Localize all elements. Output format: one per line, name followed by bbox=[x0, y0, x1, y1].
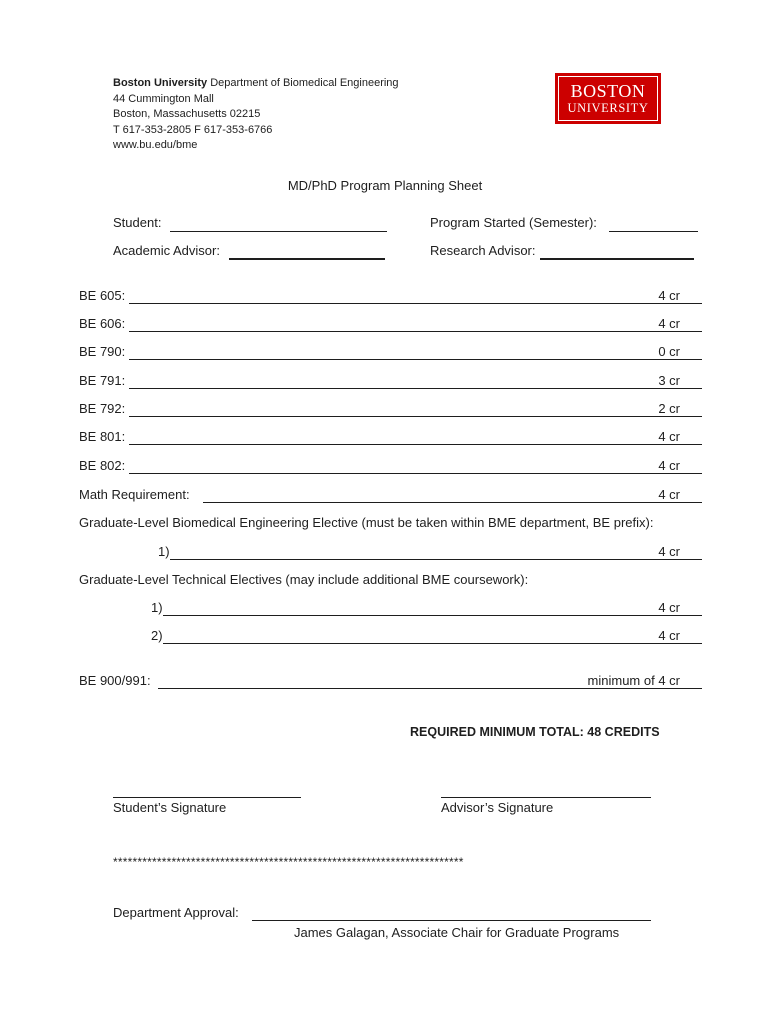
logo-frame bbox=[558, 76, 658, 121]
page-title: MD/PhD Program Planning Sheet bbox=[287, 178, 483, 193]
course-label: BE 790: bbox=[79, 344, 126, 359]
course-label: BE 791: bbox=[79, 373, 126, 388]
course-field[interactable] bbox=[129, 359, 702, 360]
separator: ************************************************************************ bbox=[113, 855, 464, 869]
tech-elective-credits: 4 cr bbox=[658, 628, 680, 643]
course-field[interactable] bbox=[129, 416, 702, 417]
logo-line-2: UNIVERSITY bbox=[567, 101, 649, 116]
bme-elective-heading: Graduate-Level Biomedical Engineering Elective (must be taken within BME department, BE prefix): bbox=[79, 515, 654, 530]
address-line-2: Boston, Massachusetts 02215 bbox=[113, 108, 261, 121]
bme-elective-field[interactable] bbox=[170, 559, 702, 560]
course-credits: 4 cr bbox=[658, 429, 680, 444]
course-field[interactable] bbox=[129, 388, 702, 389]
logo-line-1: BOSTON bbox=[570, 81, 646, 102]
course-credits: 2 cr bbox=[658, 401, 680, 416]
course-label: BE 606: bbox=[79, 316, 126, 331]
letterhead bbox=[113, 76, 399, 154]
advisor-signature-label: Advisor’s Signature bbox=[441, 800, 554, 815]
program-started-label: Program Started (Semester): bbox=[430, 215, 597, 230]
tech-elective-credits: 4 cr bbox=[658, 600, 680, 615]
letterhead-line-1 bbox=[113, 76, 399, 92]
phone-fax: T 617-353-2805 F 617-353-6766 bbox=[113, 123, 273, 136]
program-started-field[interactable] bbox=[609, 231, 698, 232]
department-name: Department of Biomedical Engineering bbox=[210, 77, 399, 89]
course-credits: 4 cr bbox=[658, 458, 680, 473]
math-requirement-label: Math Requirement: bbox=[79, 487, 190, 502]
course-credits: 3 cr bbox=[658, 373, 680, 388]
math-requirement-field[interactable] bbox=[203, 502, 702, 503]
website: www.bu.edu/bme bbox=[113, 139, 198, 152]
course-label: BE 792: bbox=[79, 401, 126, 416]
student-signature-label: Student’s Signature bbox=[113, 800, 227, 815]
department-approval-label: Department Approval: bbox=[113, 905, 239, 920]
bme-elective-number: 1) bbox=[158, 544, 170, 559]
approver-name: James Galagan, Associate Chair for Graduate Programs bbox=[294, 925, 620, 940]
tech-elective-field[interactable] bbox=[163, 615, 702, 616]
advisor-signature-line[interactable] bbox=[441, 797, 651, 798]
research-label: BE 900/991: bbox=[79, 673, 151, 688]
research-credits: minimum of 4 cr bbox=[587, 673, 680, 688]
research-advisor-label: Research Advisor: bbox=[430, 243, 536, 258]
course-label: BE 801: bbox=[79, 429, 126, 444]
tech-electives-heading: Graduate-Level Technical Electives (may include additional BME coursework): bbox=[79, 572, 529, 587]
course-field[interactable] bbox=[129, 303, 702, 304]
course-credits: 4 cr bbox=[658, 487, 680, 502]
course-credits: 4 cr bbox=[658, 288, 680, 303]
tech-elective-number: 2) bbox=[151, 628, 163, 643]
academic-advisor-field[interactable] bbox=[229, 258, 385, 260]
academic-advisor-label: Academic Advisor: bbox=[113, 243, 220, 258]
research-field[interactable] bbox=[158, 688, 702, 689]
student-field[interactable] bbox=[170, 231, 387, 232]
research-advisor-field[interactable] bbox=[540, 258, 694, 260]
bme-elective-credits: 4 cr bbox=[658, 544, 680, 559]
course-field[interactable] bbox=[129, 444, 702, 445]
course-label: BE 605: bbox=[79, 288, 126, 303]
university-name: Boston University bbox=[113, 77, 208, 89]
tech-elective-field[interactable] bbox=[163, 643, 702, 644]
course-credits: 0 cr bbox=[658, 344, 680, 359]
course-field[interactable] bbox=[129, 473, 702, 474]
student-label: Student: bbox=[113, 215, 162, 230]
boston-university-logo bbox=[555, 73, 661, 124]
course-label: BE 802: bbox=[79, 458, 126, 473]
required-total: REQUIRED MINIMUM TOTAL: 48 CREDITS bbox=[410, 725, 660, 739]
address-line-1: 44 Cummington Mall bbox=[113, 92, 214, 105]
student-signature-line[interactable] bbox=[113, 797, 301, 798]
course-credits: 4 cr bbox=[658, 316, 680, 331]
course-field[interactable] bbox=[129, 331, 702, 332]
tech-elective-number: 1) bbox=[151, 600, 163, 615]
department-approval-field[interactable] bbox=[252, 920, 651, 921]
